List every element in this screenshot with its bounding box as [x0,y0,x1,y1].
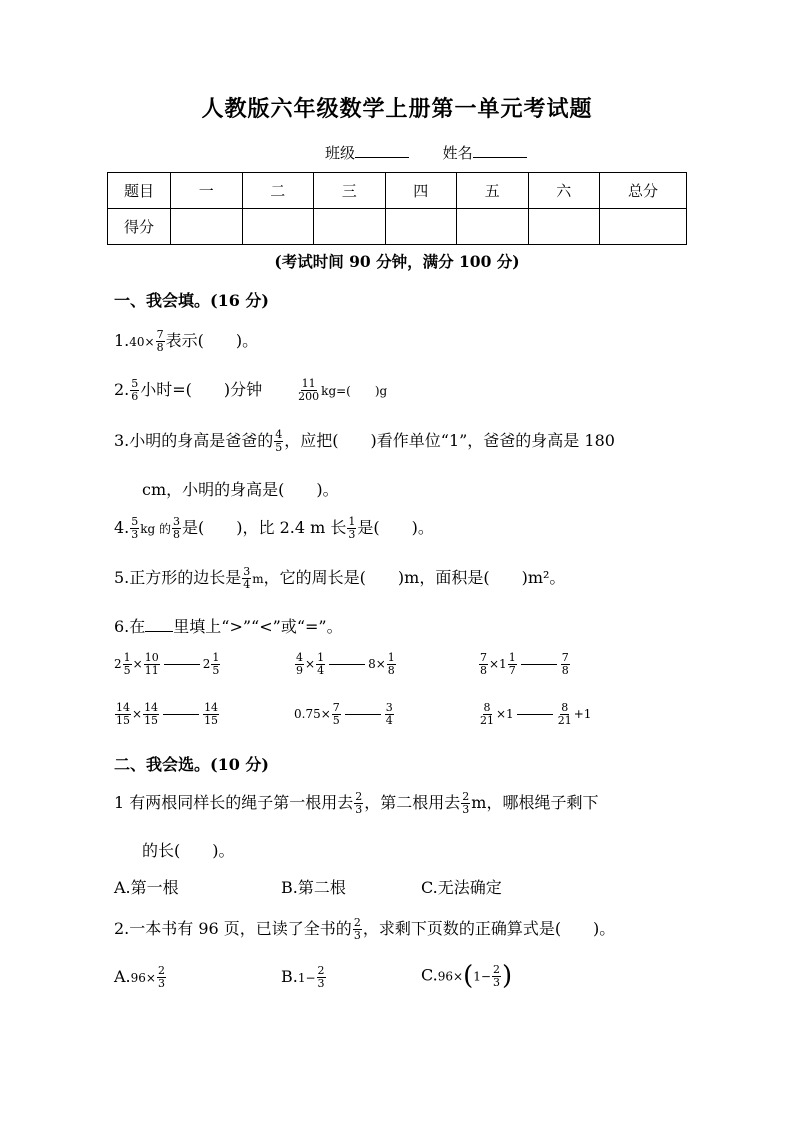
q-number: 4. [114,518,130,537]
fraction: $\frac{3}{4}$ [243,565,251,591]
compare-item-5: 0.75× $\frac{7}{5}$ $\frac{3}{4}$ [294,701,393,727]
fraction: $\frac{2}{3}$ [353,916,361,942]
compare-item-1: 2 $\frac{1}{5}$ × $\frac{10}{11}$ 2 $\frac{1}{5}$ [114,651,220,677]
score-input-cell[interactable] [314,209,386,245]
compare-blank[interactable] [517,714,553,715]
section-1-title: 一、我会填。(16 分) [114,291,269,310]
q-text: 5.正方形的边长是 [114,568,242,587]
compare-blank[interactable] [345,714,381,715]
score-input-cell[interactable] [457,209,529,245]
q-text: kg=( )g [321,384,388,398]
compare-blank[interactable] [164,664,200,665]
fraction: $\frac{2}{3}$ [462,790,470,816]
q-operator: × [144,335,155,349]
question-2-2-option-a[interactable]: A.96× $\frac{2}{3}$ [114,964,165,990]
q-text: kg 的 [140,522,172,536]
score-cell: 总分 [600,173,687,209]
q-text: 里填上“>”“<”或“=”。 [173,617,343,636]
score-input-cell[interactable] [528,209,600,245]
q-value: 40 [129,335,145,349]
question-1-4 [114,515,434,541]
score-input-cell[interactable] [171,209,243,245]
q-text: 6.在 [114,617,146,636]
compare-blank[interactable] [329,664,365,665]
class-label: 班级 [325,144,356,162]
question-2-2-option-c[interactable]: C.96×(1− $\frac{2}{3}$ ) [421,961,513,991]
score-table [107,172,687,245]
name-blank[interactable] [473,143,527,158]
fraction: $\frac{5}{3}$ [131,515,139,541]
score-cell: 题目 [108,173,171,209]
q-text: 表示( )。 [165,331,259,350]
fraction: $\frac{5}{6}$ [131,377,139,403]
score-input-cell[interactable] [600,209,687,245]
class-blank[interactable] [355,143,409,158]
fraction: $\frac{1}{3}$ [348,515,356,541]
fraction: $\frac{4}{5}$ [275,428,283,454]
q-text: ，应把( )看作单位“1”，爸爸的身高是 180 [284,431,615,450]
fraction: $\frac{11}{200}$ [298,377,320,403]
compare-item-4: $\frac{14}{15}$ × $\frac{14}{15}$ $\frac{14}{15}$ [116,701,219,727]
q-text: 小时=( )分钟 [140,380,263,399]
compare-item-3: $\frac{7}{8}$ ×1 $\frac{1}{7}$ $\frac{7}{8}$ [480,651,569,677]
question-1-3 [114,428,615,454]
score-table-score-row [108,209,687,245]
fraction: $\frac{3}{8}$ [173,515,181,541]
class-name-row [325,142,527,163]
q-number: 2. [114,380,130,399]
q-text: ，求剩下页数的正确算式是( )。 [362,919,616,938]
score-cell: 得分 [108,209,171,245]
compare-item-2: $\frac{4}{9}$ × $\frac{1}{4}$ 8× $\frac{1}{8}$ [296,651,395,677]
q-text: ，它的周长是( )m，面积是( )m²。 [263,568,566,587]
question-1-6 [114,614,343,637]
page-title: 人教版六年级数学上册第一单元考试题 [201,96,593,122]
q-text: m，哪根绳子剩下 [471,793,599,812]
score-cell: 一 [171,173,243,209]
section-2-title: 二、我会选。(10 分) [114,755,269,774]
fraction: $\frac{7}{8}$ [156,328,164,354]
question-1-1 [114,328,258,354]
q-text: 1 有两根同样长的绳子第一根用去 [114,793,354,812]
question-1-3-cont: cm，小明的身高是( )。 [142,480,339,499]
fraction: $\frac{2}{3}$ [355,790,363,816]
score-cell: 二 [242,173,314,209]
compare-blank[interactable] [521,664,557,665]
score-input-cell[interactable] [242,209,314,245]
question-1-2 [114,377,387,403]
question-2-1-option-c[interactable]: C.无法确定 [421,878,502,897]
answer-blank[interactable] [145,617,173,632]
score-cell: 四 [385,173,457,209]
question-2-1-cont: 的长( )。 [142,841,235,860]
compare-item-6: $\frac{8}{21}$ ×1 $\frac{8}{21}$ +1 [480,701,592,727]
q-text: m [252,572,264,586]
score-table-header-row [108,173,687,209]
question-2-2 [114,916,615,942]
question-2-1 [114,790,598,816]
question-1-5 [114,565,565,591]
q-number: 1. [114,331,130,350]
score-cell: 三 [314,173,386,209]
score-input-cell[interactable] [385,209,457,245]
score-cell: 五 [457,173,529,209]
question-2-1-options [114,875,179,898]
exam-note: (考试时间 90 分钟，满分 100 分) [274,252,520,271]
name-label: 姓名 [442,144,473,162]
q-text: 2.一本书有 96 页，已读了全书的 [114,919,352,938]
question-2-1-option-b[interactable]: B.第二根 [281,878,346,897]
score-cell: 六 [528,173,600,209]
q-text: ，第二根用去 [364,793,461,812]
question-2-2-option-b[interactable]: B.1− $\frac{2}{3}$ [281,964,325,990]
q-text: 是( )。 [357,518,434,537]
compare-blank[interactable] [163,714,199,715]
q-text: 3.小明的身高是爸爸的 [114,431,274,450]
q-text: 是( )，比 2.4 m 长 [182,518,347,537]
option-a[interactable]: A.第一根 [114,878,179,897]
